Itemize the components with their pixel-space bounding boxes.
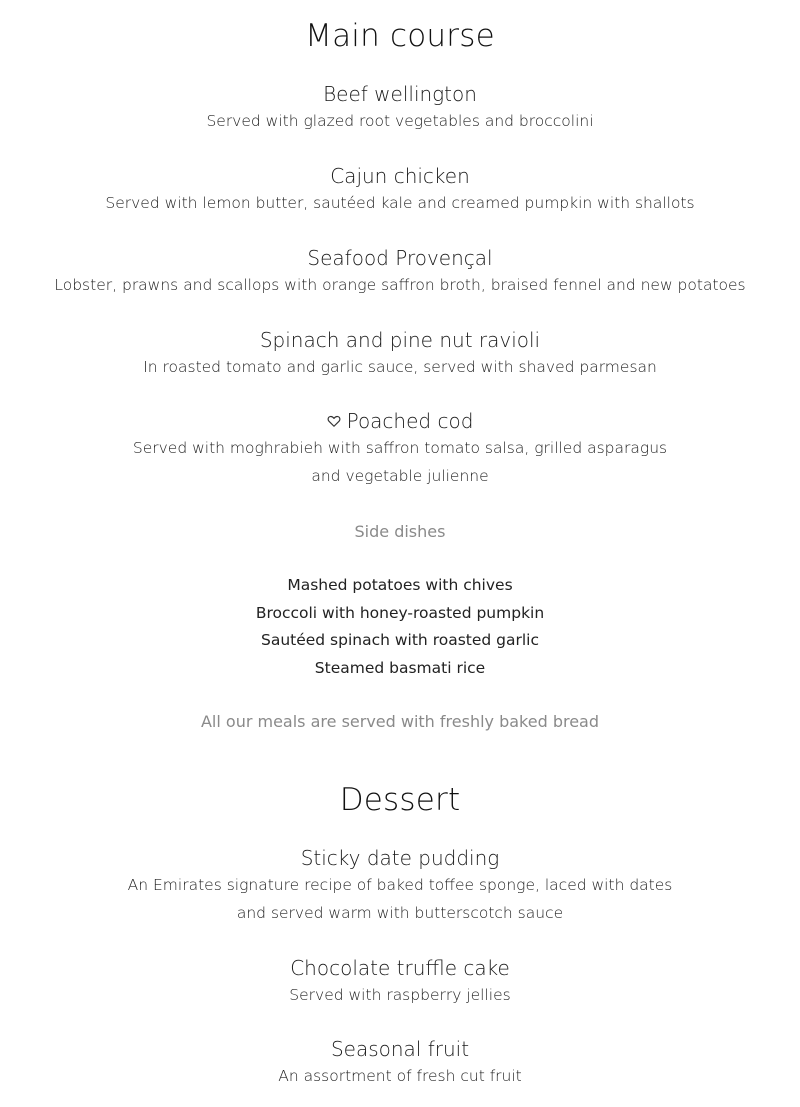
list-item: Sautéed spinach with roasted garlic	[260, 631, 540, 649]
list-item: Broccoli with honey-roasted pumpkin	[255, 603, 545, 622]
dish-name: Poached cod	[346, 409, 474, 433]
list-item: Steamed basmati rice	[314, 658, 486, 677]
dish-description: Served with raspberry jellies	[289, 986, 511, 1004]
dessert-title: Dessert	[339, 782, 461, 818]
dish-description: Served with glazed root vegetables and broccolini	[206, 112, 594, 130]
dish-name: Seasonal fruit	[330, 1037, 470, 1061]
dish-description: An assortment of fresh cut fruit	[278, 1067, 522, 1085]
bread-note: All our meals are served with freshly baked bread	[200, 712, 600, 731]
dish-description: Lobster, prawns and scallops with orange saffron broth, braised fennel and new potatoes	[54, 276, 746, 294]
dish-cajun-chicken	[0, 163, 800, 217]
dish-name: Sticky date pudding	[300, 846, 500, 870]
dish-name: Chocolate truffle cake	[290, 956, 510, 980]
list-item: Mashed potatoes with chives	[287, 576, 513, 594]
side-dishes-list	[0, 572, 800, 682]
dish-poached-cod	[0, 408, 800, 490]
dish-name: Seafood Provençal	[307, 246, 493, 270]
side-dishes-title: Side dishes	[354, 522, 446, 541]
dish-description: In roasted tomato and garlic sauce, served with shaved parmesan	[143, 358, 657, 376]
dish-description: Served with lemon butter, sautéed kale and creamed pumpkin with shallots	[105, 194, 695, 212]
dish-name: Beef wellington	[323, 82, 477, 106]
dish-name: Cajun chicken	[330, 164, 470, 188]
dish-beef-wellington	[0, 81, 800, 135]
main-course-title: Main course	[305, 18, 495, 54]
dish-seasonal-fruit	[0, 1036, 800, 1090]
dish-chocolate-truffle-cake	[0, 955, 800, 1009]
dish-description: and vegetable julienne	[311, 467, 489, 485]
dish-description: and served warm with butterscotch sauce	[236, 904, 564, 922]
dish-description: An Emirates signature recipe of baked toffee sponge, laced with dates	[127, 876, 673, 894]
dish-seafood-provencal	[0, 245, 800, 299]
dish-spinach-ravioli	[0, 327, 800, 381]
heart-icon	[327, 414, 341, 428]
dish-description: Served with moghrabieh with saffron tomato salsa, grilled asparagus	[132, 439, 668, 457]
dish-name-row	[0, 408, 800, 434]
dish-sticky-date-pudding	[0, 845, 800, 927]
dish-name: Spinach and pine nut ravioli	[259, 328, 541, 352]
